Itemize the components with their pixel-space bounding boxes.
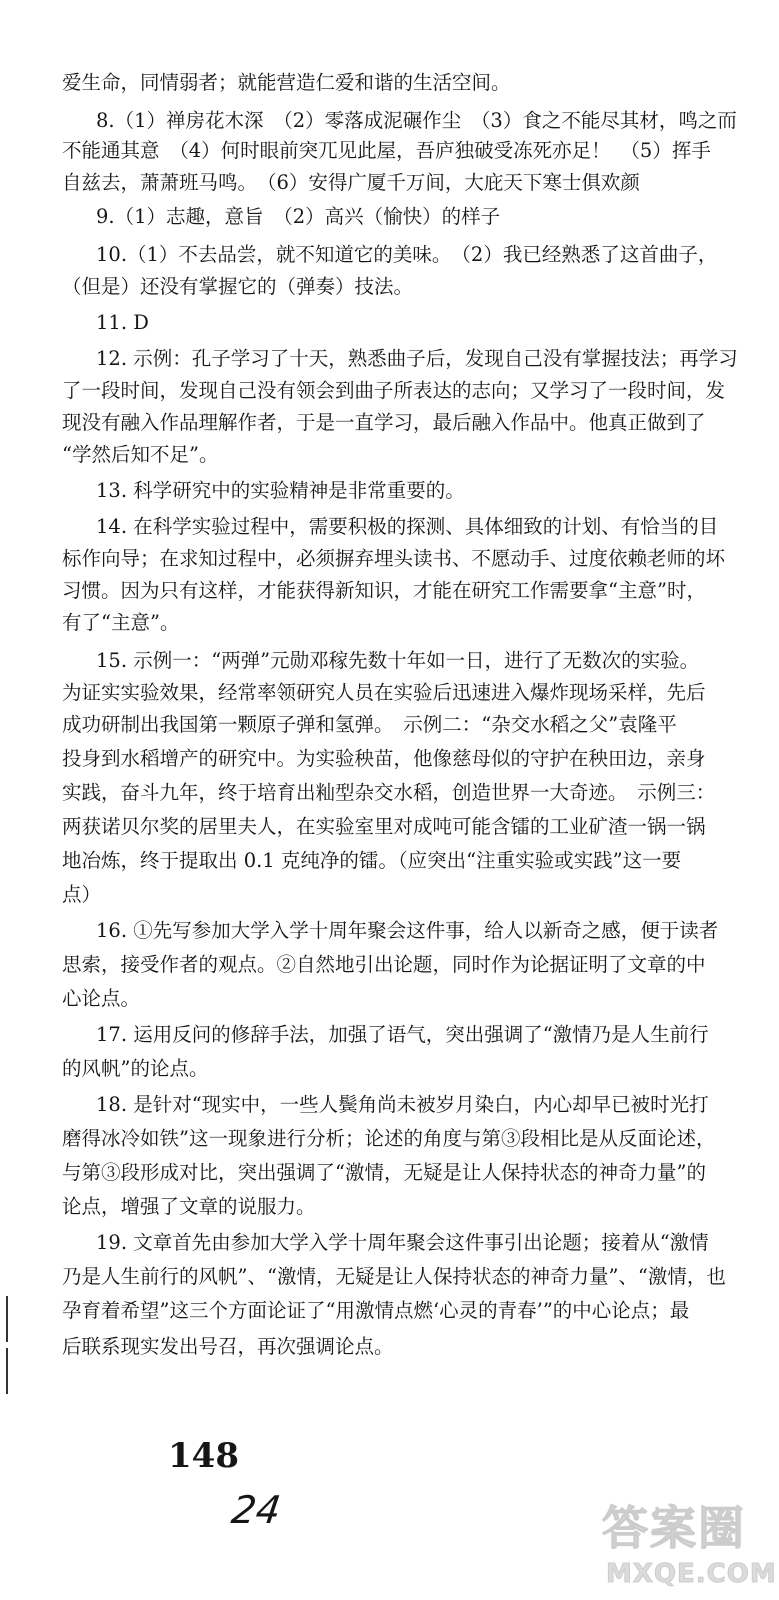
text-line: 地冶炼，终于提取出 0.1 克纯净的镭。（应突出“注重实验或实践”这一要 — [62, 849, 682, 872]
text-line: 14. 在科学实验过程中，需要积极的探测、具体细致的计划、有恰当的目 — [96, 515, 719, 538]
text-line: 自兹去，萧萧班马鸣。 （6）安得广厦千万间，大庇天下寒士俱欢颜 — [62, 171, 640, 194]
margin-mark — [6, 1348, 8, 1394]
text-line: 不能通其意 （4）何时眼前突兀见此屋，吾庐独破受冻死亦足！ （5）挥手 — [62, 139, 711, 162]
text-line: 孕育着希望”这三个方面论证了“用激情点燃‘心灵的青春’”的中心论点；最 — [62, 1299, 690, 1322]
text-line: 9.（1）志趣，意旨 （2）高兴（愉快）的样子 — [96, 205, 501, 228]
text-line: 10.（1）不去品尝，就不知道它的美味。 （2）我已经熟悉了这首曲子， — [96, 243, 718, 266]
text-line: 了一段时间，发现自己没有领会到曲子所表达的志向；又学习了一段时间，发 — [62, 379, 726, 402]
text-line: 的风帆”的论点。 — [62, 1057, 209, 1080]
text-line: 心论点。 — [62, 987, 141, 1010]
margin-mark — [6, 1296, 8, 1342]
text-line: 17. 运用反问的修辞手法，加强了语气，突出强调了“激情乃是人生前行 — [96, 1023, 709, 1046]
text-line: 投身到水稻增产的研究中。为实验秧苗，他像慈母似的守护在秧田边，亲身 — [62, 747, 706, 770]
text-line: 标作向导；在求知过程中，必须摒弃埋头读书、不愿动手、过度依赖老师的坏 — [62, 547, 726, 570]
text-line: 13. 科学研究中的实验精神是非常重要的。 — [96, 479, 465, 502]
text-line: 有了“主意”。 — [62, 611, 180, 634]
page-number: 148 — [168, 1436, 239, 1476]
watermark-text: 答案圈 — [602, 1501, 746, 1555]
handwritten-note: 24 — [228, 1488, 284, 1532]
text-line: 乃是人生前行的风帆”、“激情，无疑是让人保持状态的神奇力量”、“激情，也 — [62, 1265, 726, 1288]
text-line: 成功研制出我国第一颗原子弹和氢弹。 示例二：“杂交水稻之父”袁隆平 — [62, 713, 677, 736]
text-line: 实践，奋斗九年，终于培育出籼型杂交水稻，创造世界一大奇迹。 示例三： — [62, 781, 716, 804]
text-line: 为证实实验效果，经常率领研究人员在实验后迅速进入爆炸现场采样，先后 — [62, 681, 706, 704]
text-line: 11. D — [96, 311, 149, 334]
text-line: 12. 示例：孔子学习了十天，熟悉曲子后，发现自己没有掌握技法；再学习 — [96, 347, 738, 370]
text-line: “学然后知不足”。 — [62, 443, 219, 466]
text-line: 思索，接受作者的观点。②自然地引出论题，同时作为论据证明了文章的中 — [62, 953, 706, 976]
watermark-url: MXQE.COM — [606, 1559, 777, 1589]
text-line: 19. 文章首先由参加大学入学十周年聚会这件事引出论题；接着从“激情 — [96, 1231, 709, 1254]
text-line: 点） — [62, 883, 102, 906]
watermark-logo — [600, 1500, 777, 1596]
text-line: 磨得冰冷如铁”这一现象进行分析；论述的角度与第③段相比是从反面论述， — [62, 1127, 716, 1150]
text-line: 爱生命，同情弱者；就能营造仁爱和谐的生活空间。 — [62, 71, 511, 94]
text-line: 15. 示例一：“两弹”元勋邓稼先数十年如一日，进行了无数次的实验。 — [96, 649, 700, 672]
text-line: 与第③段形成对比，突出强调了“激情，无疑是让人保持状态的神奇力量”的 — [62, 1161, 706, 1184]
text-line: 论点，增强了文章的说服力。 — [62, 1195, 316, 1218]
text-line: 18. 是针对“现实中，一些人鬓角尚未被岁月染白，内心却早已被时光打 — [96, 1093, 709, 1116]
text-line: （但是）还没有掌握它的（弹奏）技法。 — [62, 275, 414, 298]
text-line: 16. ①先写参加大学入学十周年聚会这件事，给人以新奇之感，便于读者 — [96, 919, 719, 942]
text-line: 后联系现实发出号召，再次强调论点。 — [62, 1335, 394, 1358]
text-line: 8.（1）禅房花木深 （2）零落成泥碾作尘 （3）食之不能尽其材，鸣之而 — [96, 109, 737, 132]
text-line: 习惯。因为只有这样，才能获得新知识，才能在研究工作需要拿“主意”时， — [62, 579, 706, 602]
text-line: 两获诺贝尔奖的居里夫人，在实验室里对成吨可能含镭的工业矿渣一锅一锅 — [62, 815, 706, 838]
text-line: 现没有融入作品理解作者，于是一直学习，最后融入作品中。他真正做到了 — [62, 411, 706, 434]
